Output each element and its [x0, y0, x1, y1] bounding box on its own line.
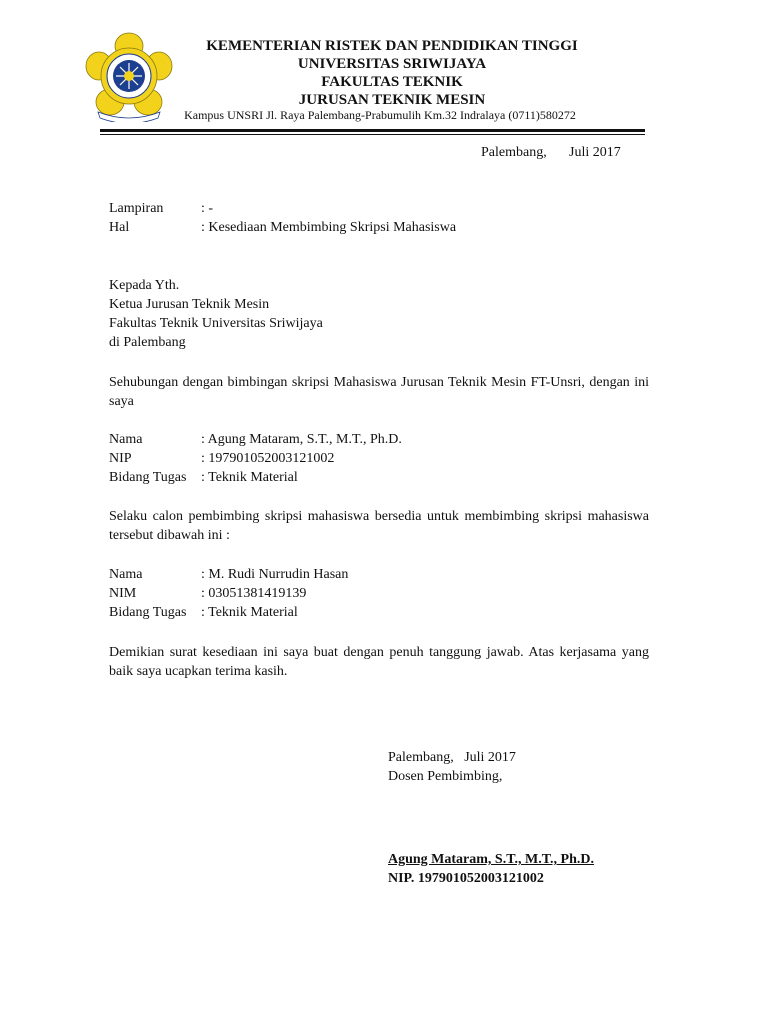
department-name: JURUSAN TEKNIK MESIN	[298, 92, 486, 108]
hal-label: Hal	[109, 220, 130, 235]
student-field-value: : Teknik Material	[201, 605, 298, 620]
date-place: Palembang,	[481, 145, 547, 160]
header-divider-thick	[100, 129, 645, 132]
recipient-greeting: Kepada Yth.	[109, 278, 180, 293]
supervisor-nip-value: : 197901052003121002	[201, 451, 335, 466]
supervisor-field-label: Bidang Tugas	[109, 470, 187, 485]
supervisor-nip-label: NIP	[109, 451, 132, 466]
student-nim-value: : 03051381419139	[201, 586, 307, 601]
university-name: UNIVERSITAS SRIWIJAYA	[297, 56, 487, 72]
recipient-city: di Palembang	[109, 335, 186, 350]
signature-name: Agung Mataram, S.T., M.T., Ph.D.	[388, 852, 594, 867]
date-value: Juli 2017	[569, 145, 621, 160]
ministry-name: KEMENTERIAN RISTEK DAN PENDIDIKAN TINGGI	[206, 38, 578, 54]
body-paragraph-1: Sehubungan dengan bimbingan skripsi Mahasiswa Jurusan Teknik Mesin FT-Unsri, dengan ini saya	[109, 375, 649, 409]
faculty-name: FAKULTAS TEKNIK	[321, 74, 463, 90]
body-paragraph-3: Demikian surat kesediaan ini saya buat dengan penuh tanggung jawab. Atas kerjasama yang baik saya ucapkan terima kasih.	[109, 645, 649, 679]
body-paragraph-2: Selaku calon pembimbing skripsi mahasiswa bersedia untuk membimbing skripsi mahasiswa tersebut dibawah ini :	[109, 509, 649, 543]
signature-role: Dosen Pembimbing,	[388, 769, 503, 784]
student-name-label: Nama	[109, 567, 143, 582]
supervisor-name-value: : Agung Mataram, S.T., M.T., Ph.D.	[201, 432, 402, 447]
recipient-title: Ketua Jurusan Teknik Mesin	[109, 297, 270, 312]
lampiran-label: Lampiran	[109, 201, 164, 216]
campus-address: Kampus UNSRI Jl. Raya Palembang-Prabumulih Km.32 Indralaya (0711)580272	[184, 108, 576, 122]
recipient-faculty: Fakultas Teknik Universitas Sriwijaya	[109, 316, 323, 331]
signature-place-date: Palembang, Juli 2017	[388, 750, 516, 765]
signature-nip: NIP. 197901052003121002	[388, 871, 544, 886]
lampiran-value: : -	[201, 201, 214, 216]
student-field-label: Bidang Tugas	[109, 605, 187, 620]
student-nim-label: NIM	[109, 586, 137, 601]
header-divider-thin	[100, 134, 645, 135]
student-name-value: : M. Rudi Nurrudin Hasan	[201, 567, 349, 582]
hal-value: : Kesediaan Membimbing Skripsi Mahasiswa	[201, 220, 457, 235]
supervisor-field-value: : Teknik Material	[201, 470, 298, 485]
supervisor-name-label: Nama	[109, 432, 143, 447]
